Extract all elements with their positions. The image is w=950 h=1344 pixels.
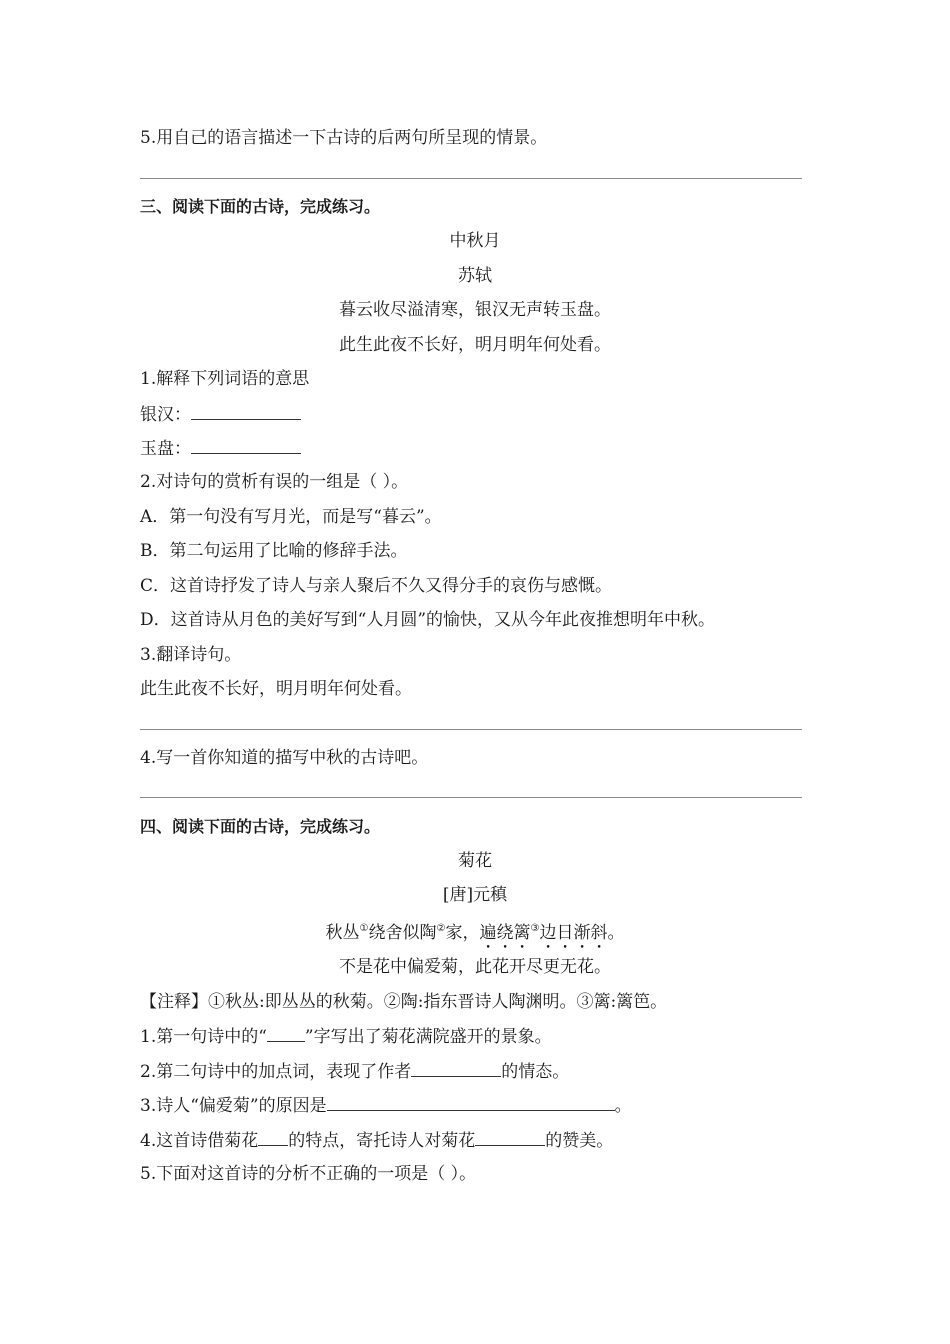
poem-text: 家，: [445, 923, 480, 943]
note-marker: ③: [530, 923, 540, 934]
dotted-words: 遍绕篱: [479, 923, 531, 943]
question-text: 4.这首诗借菊花: [140, 1131, 259, 1151]
poem-text: 。: [607, 923, 625, 943]
question-text: 的赞美。: [545, 1131, 614, 1151]
poem-title: 菊花: [458, 851, 492, 871]
dotted-words: 边日渐斜: [539, 923, 608, 943]
s2-question-5: 5.用自己的语言描述一下古诗的后两句所呈现的情景。: [140, 128, 548, 148]
question-text: 2.第二句诗中的加点词，表现了作者: [140, 1062, 412, 1082]
poem-title: 中秋月: [449, 231, 501, 251]
answer-blank[interactable]: [191, 402, 301, 420]
answer-blank[interactable]: [327, 1093, 615, 1111]
poem-line-2: 不是花中偏爱菊，此花开尽更无花。: [339, 957, 611, 977]
term-label: 玉盘：: [140, 439, 191, 459]
question-text: 的情态。: [501, 1062, 570, 1082]
poem-text: 绕舍似陶: [368, 923, 437, 943]
poem-text: 秋丛: [325, 923, 360, 943]
answer-blank[interactable]: [191, 436, 301, 454]
note-marker: ①: [359, 923, 369, 934]
poem-line-1: 暮云收尽溢清寒，银汉无声转玉盘。: [339, 300, 611, 320]
annotation-notes: 【注释】①秋丛:即丛丛的秋菊。②陶:指东晋诗人陶渊明。③篱:篱笆。: [140, 992, 668, 1012]
poem-line-1: [0, 917, 950, 953]
s4-question-1: [140, 1024, 552, 1049]
answer-blank[interactable]: [258, 1128, 288, 1146]
s3-q3-poem-line: 此生此夜不长好，明月明年何处看。: [140, 679, 412, 699]
option-a: A．第一句没有写月光，而是写“暮云”。: [140, 507, 442, 527]
question-text: 3.诗人“偏爱菊”的原因是: [140, 1096, 327, 1116]
answer-line: [140, 178, 802, 179]
poem-author: [唐]元稹: [442, 885, 508, 905]
question-text: 的特点，寄托诗人对菊花: [288, 1131, 476, 1151]
poem-line-2: 此生此夜不长好，明月明年何处看。: [339, 335, 611, 355]
question-text: 。: [614, 1096, 632, 1116]
term-label: 银汉：: [140, 405, 191, 425]
option-c: C．这首诗抒发了诗人与亲人聚后不久又得分手的哀伤与感慨。: [140, 576, 613, 596]
question-text: 1.第一句诗中的“: [140, 1027, 267, 1047]
answer-blank[interactable]: [411, 1059, 501, 1077]
option-b: B．第二句运用了比喻的修辞手法。: [140, 541, 408, 561]
s4-question-4: [140, 1128, 613, 1153]
question-text: ”字写出了菊花满院盛开的景象。: [304, 1027, 552, 1047]
note-marker: ②: [436, 923, 446, 934]
s3-question-1: 1.解释下列词语的意思: [140, 369, 310, 389]
answer-line: [140, 729, 802, 730]
s3-question-4: 4.写一首你知道的描写中秋的古诗吧。: [140, 748, 429, 768]
s3-question-3: 3.翻译诗句。: [140, 645, 242, 665]
answer-blank[interactable]: [267, 1024, 305, 1042]
section-3-heading: 三、阅读下面的古诗，完成练习。: [140, 197, 381, 216]
option-d: D．这首诗从月色的美好写到“人月圆”的愉快，又从今年此夜推想明年中秋。: [140, 610, 716, 630]
answer-blank[interactable]: [475, 1128, 545, 1146]
s3-question-2: 2.对诗句的赏析有误的一组是（ ）。: [140, 472, 409, 492]
poem-author: 苏轼: [458, 266, 492, 286]
section-4-heading: 四、阅读下面的古诗，完成练习。: [140, 817, 381, 836]
s4-question-2: [140, 1059, 569, 1084]
s3-q1-item-b: [140, 436, 301, 461]
s4-question-5: 5.下面对这首诗的分析不正确的一项是（ ）。: [140, 1164, 477, 1184]
answer-line: [140, 797, 802, 798]
s4-question-3: [140, 1093, 632, 1118]
s3-q1-item-a: [140, 402, 301, 427]
